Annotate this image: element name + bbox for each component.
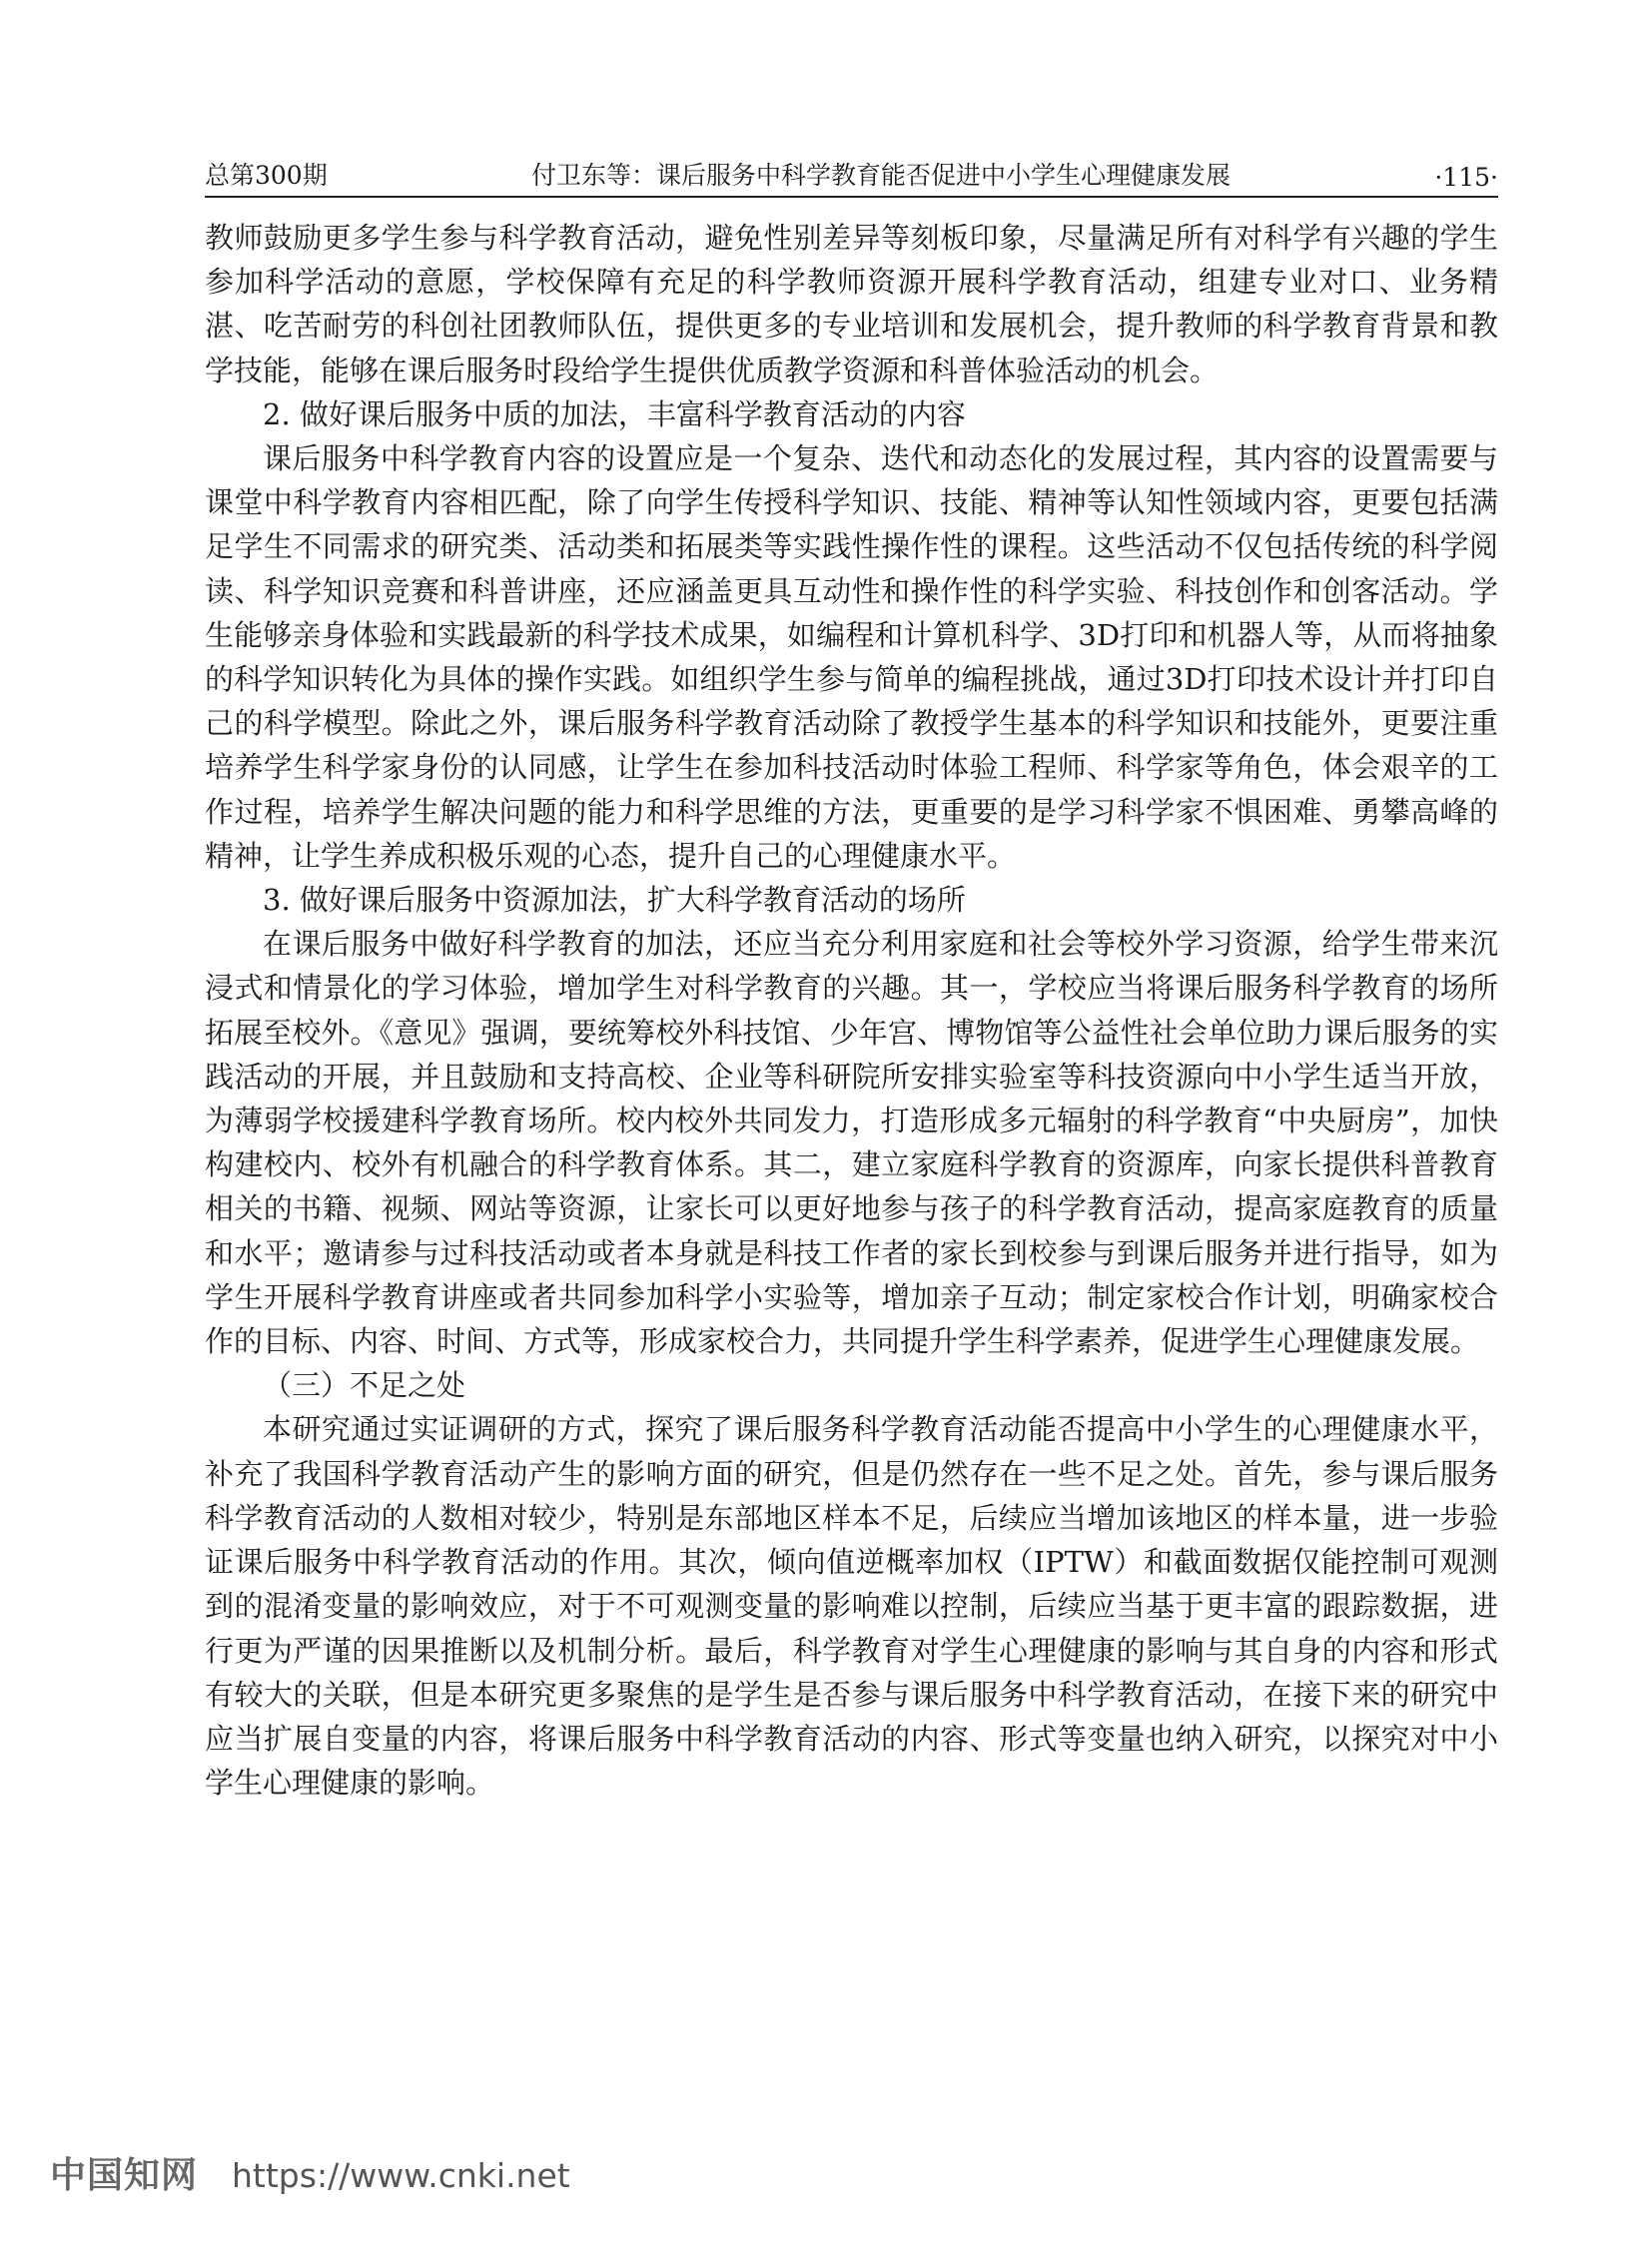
- header-rule: [205, 196, 1498, 198]
- subheading-2: 2. 做好课后服务中质的加法，丰富科学教育活动的内容: [263, 396, 966, 431]
- running-header: [205, 152, 1498, 192]
- paragraph: 本研究通过实证调研的方式，探究了课后服务科学教育活动能否提高中小学生的心理健康水平，补充了我国科学教育活动产生的影响方面的研究，但是仍然存在一些不足之处。首先，参与课后服务科学教育活动的人数相对较少，特别是东部地区样本不足，后续应当增加该地区的样本量，进一步验证课后服务中科学教育活动的作用。其次，倾向值逆概率加权（IPTW）和截面数据仅能控制可观测到的混淆变量的影响效应，对于不可观测变量的影响难以控制，后续应当基于更丰富的跟踪数据，进行更为严谨的因果推断以及机制分析。最后，科学教育对学生心理健康的影响与其自身的内容和形式有较大的关联，但是本研究更多聚焦的是学生是否参与课后服务中科学教育活动，在接下来的研究中应当扩展自变量的内容，将课后服务中科学教育活动的内容、形式等变量也纳入研究，以探究对中小学生心理健康的影响。: [205, 1412, 1498, 1801]
- cnki-logo: 中国知网: [50, 2155, 199, 2196]
- paragraph-continued: 教师鼓励更多学生参与科学教育活动，避免性别差异等刻板印象，尽量满足所有对科学有兴趣的学生参加科学活动的意愿，学校保障有充足的科学教师资源开展科学教育活动，组建专业对口、业务精湛、吃苦耐劳的科创社团教师队伍，提供更多的专业培训和发展机会，提升教师的科学教育背景和教学技能，能够在课后服务时段给学生提供优质教学资源和科普体验活动的机会。: [205, 221, 1498, 387]
- subheading-3: 3. 做好课后服务中资源加法，扩大科学教育活动的场所: [263, 883, 966, 918]
- running-title: 付卫东等：课后服务中科学教育能否促进中小学生心理健康发展: [531, 161, 1232, 190]
- cnki-url[interactable]: https://www.cnki.net: [232, 2156, 570, 2195]
- issue-number: 总第300期: [205, 161, 328, 190]
- paragraph: 课后服务中科学教育内容的设置应是一个复杂、迭代和动态化的发展过程，其内容的设置需要与课堂中科学教育内容相匹配，除了向学生传授科学知识、技能、精神等认知性领域内容，更要包括满足学生不同需求的研究类、活动类和拓展类等实践性操作性的课程。这些活动不仅包括传统的科学阅读、科学知识竞赛和科普讲座，还应涵盖更具互动性和操作性的科学实验、科技创作和创客活动。学生能够亲身体验和实践最新的科学技术成果，如编程和计算机科学、3D打印和机器人等，从而将抽象的科学知识转化为具体的操作实践。如组织学生参与简单的编程挑战，通过3D打印技术设计并打印自己的科学模型。除此之外，课后服务科学教育活动除了教授学生基本的科学知识和技能外，更要注重培养学生科学家身份的认同感，让学生在参加科技活动时体验工程师、科学家等角色，体会艰辛的工作过程，培养学生解决问题的能力和科学思维的方法，更重要的是学习科学家不惧困难、勇攀高峰的精神，让学生养成积极乐观的心态，提升自己的心理健康水平。: [205, 441, 1498, 873]
- watermark-footer: [50, 2147, 570, 2198]
- paragraph: 在课后服务中做好科学教育的加法，还应当充分利用家庭和社会等校外学习资源，给学生带来沉浸式和情景化的学习体验，增加学生对科学教育的兴趣。其一，学校应当将课后服务科学教育的场所拓展至校外。《意见》强调，要统筹校外科技馆、少年宫、博物馆等公益性社会单位助力课后服务的实践活动的开展，并且鼓励和支持高校、企业等科研院所安排实验室等科技资源向中小学生适当开放，为薄弱学校援建科学教育场所。校内校外共同发力，打造形成多元辐射的科学教育“中央厨房”，加快构建校内、校外有机融合的科学教育体系。其二，建立家庭科学教育的资源库，向家长提供科普教育相关的书籍、视频、网站等资源，让家长可以更好地参与孩子的科学教育活动，提高家庭教育的质量和水平；邀请参与过科技活动或者本身就是科技工作者的家长到校参与到课后服务并进行指导，如为学生开展科学教育讲座或者共同参加科学小实验等，增加亲子互动；制定家校合作计划，明确家校合作的目标、内容、时间、方式等，形成家校合力，共同提升学生科学素养，促进学生心理健康发展。: [205, 927, 1498, 1359]
- article-body: [205, 216, 1498, 1805]
- page-number: ·115·: [1434, 163, 1498, 192]
- section-heading-limitations: （三）不足之处: [263, 1368, 466, 1403]
